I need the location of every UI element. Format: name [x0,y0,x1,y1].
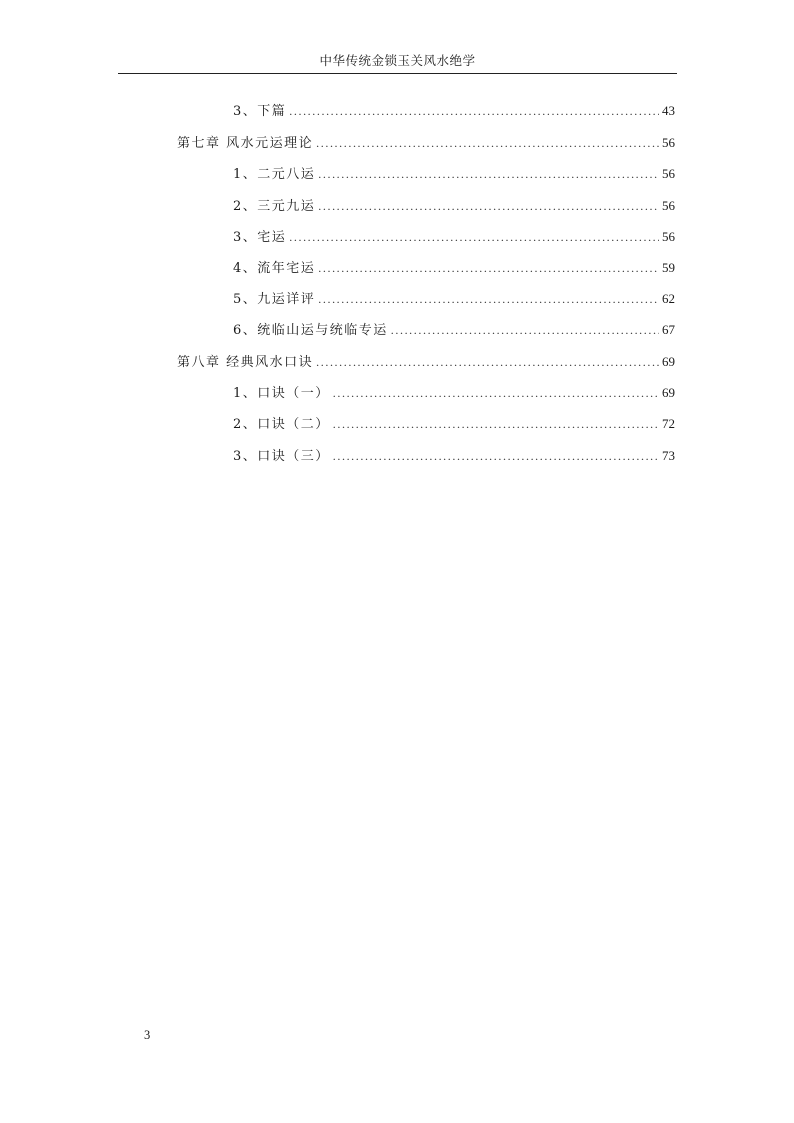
toc-entry-label: 1、口诀（一） [233,386,330,401]
toc-dot-leader [316,133,659,153]
toc-entry-page: 56 [662,135,675,150]
toc-dot-leader [316,352,659,372]
toc-entry-page: 62 [662,291,675,306]
toc-entry-page: 67 [662,322,675,337]
toc-entry-page: 43 [662,103,675,118]
toc-entry-page: 56 [662,166,675,181]
toc-dot-leader [318,196,659,216]
toc-dot-leader [333,383,659,403]
toc-dot-leader [333,446,659,466]
toc-entry-label: 1、二元八运 [233,167,316,182]
toc-entry-page: 56 [662,198,675,213]
toc-entry-page: 73 [662,448,675,463]
toc-entry-label: 5、九运详评 [233,292,316,307]
toc-entry-section[interactable] [233,196,675,216]
toc-entry-section[interactable] [233,446,675,466]
page-header-title: 中华传统金锁玉关风水绝学 [319,53,476,68]
toc-entry-label: 3、下篇 [233,104,287,119]
toc-dot-leader [318,289,659,309]
toc-entry-page: 69 [662,354,675,369]
toc-dot-leader [318,258,659,278]
toc-entry-label: 4、流年宅运 [233,261,316,276]
toc-entry-label: 第八章 经典风水口诀 [177,355,314,370]
toc-entry-page: 69 [662,385,675,400]
toc-dot-leader [391,320,659,340]
toc-entry-section[interactable] [233,164,675,184]
toc-entry-page: 56 [662,229,675,244]
toc-dot-leader [333,414,659,434]
toc-dot-leader [289,101,659,121]
toc-entry-section[interactable] [233,320,675,340]
toc-entry-chapter[interactable] [177,352,675,372]
toc-dot-leader [289,227,659,247]
toc-entry-label: 第七章 风水元运理论 [177,136,314,151]
toc-entry-label: 6、统临山运与统临专运 [233,323,388,338]
toc-entry-section[interactable] [233,227,675,247]
toc-entry-section[interactable] [233,101,675,121]
toc-dot-leader [318,164,659,184]
toc-entry-page: 72 [662,416,675,431]
page-number: 3 [144,1028,151,1042]
toc-entry-label: 2、口诀（二） [233,417,330,432]
toc-entry-label: 2、三元九运 [233,199,316,214]
toc-entry-page: 59 [662,260,675,275]
toc-entry-label: 3、宅运 [233,230,287,245]
toc-entry-section[interactable] [233,414,675,434]
toc-entry-label: 3、口诀（三） [233,449,330,464]
toc-entry-chapter[interactable] [177,133,675,153]
toc-entry-section[interactable] [233,258,675,278]
toc-entry-section[interactable] [233,383,675,403]
toc-entry-section[interactable] [233,289,675,309]
